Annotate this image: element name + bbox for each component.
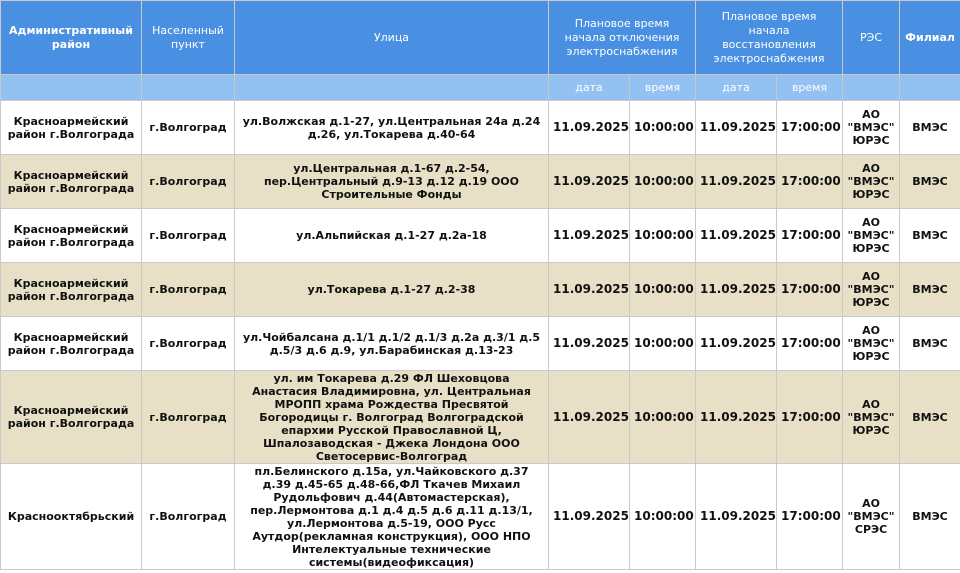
on-date-cell: 11.09.2025 <box>696 155 777 209</box>
off-time-cell: 10:00:00 <box>630 209 696 263</box>
res-cell: АО "ВМЭС" ЮРЭС <box>843 209 900 263</box>
branch-cell: ВМЭС <box>900 464 960 570</box>
off-date-cell: 11.09.2025 <box>549 263 630 317</box>
header-locality: Населенный пункт <box>142 1 235 75</box>
branch-cell: ВМЭС <box>900 101 960 155</box>
res-cell: АО "ВМЭС" ЮРЭС <box>843 155 900 209</box>
subheader-empty <box>142 75 235 101</box>
off-time-cell: 10:00:00 <box>630 155 696 209</box>
subheader-empty <box>843 75 900 101</box>
branch-cell: ВМЭС <box>900 155 960 209</box>
locality-cell: г.Волгоград <box>142 155 235 209</box>
street-cell: ул.Токарева д.1-27 д.2-38 <box>235 263 549 317</box>
street-cell: ул.Волжская д.1-27, ул.Центральная 24а д.24 д.26, ул.Токарева д.40-64 <box>235 101 549 155</box>
table-row <box>1 101 960 155</box>
subheader-off-date: дата <box>549 75 630 101</box>
off-date-cell: 11.09.2025 <box>549 464 630 570</box>
header-district: Административный район <box>1 1 142 75</box>
street-cell: пл.Белинского д.15а, ул.Чайковского д.37 д.39 д.45-65 д.48-66,ФЛ Ткачев Михаил Рудольфович д.44(Автомастерская), пер.Лермонтова д.1 д.4 д.5 д.6 д.11 д.13/1, ул.Лермонтова д.5-19, ООО Русс Аутдор(рекламная конструкция), ООО НПО Интелектуальные технические системы(видеофиксация) <box>235 464 549 570</box>
locality-cell: г.Волгоград <box>142 371 235 464</box>
off-time-cell: 10:00:00 <box>630 317 696 371</box>
header-off-time: Плановое время начала отключения электроснабжения <box>549 1 696 75</box>
subheader-empty <box>1 75 142 101</box>
street-cell: ул.Альпийская д.1-27 д.2а-18 <box>235 209 549 263</box>
off-time-cell: 10:00:00 <box>630 371 696 464</box>
district-cell: Красноармейский район г.Волгограда <box>1 209 142 263</box>
on-time-cell: 17:00:00 <box>777 464 843 570</box>
res-cell: АО "ВМЭС" ЮРЭС <box>843 317 900 371</box>
on-date-cell: 11.09.2025 <box>696 101 777 155</box>
on-time-cell: 17:00:00 <box>777 371 843 464</box>
district-cell: Красноармейский район г.Волгограда <box>1 101 142 155</box>
locality-cell: г.Волгоград <box>142 101 235 155</box>
res-cell: АО "ВМЭС" СРЭС <box>843 464 900 570</box>
district-cell: Краснооктябрьский <box>1 464 142 570</box>
locality-cell: г.Волгоград <box>142 317 235 371</box>
table-row <box>1 155 960 209</box>
district-cell: Красноармейский район г.Волгограда <box>1 263 142 317</box>
header-branch: Филиал <box>900 1 960 75</box>
branch-cell: ВМЭС <box>900 209 960 263</box>
table-row <box>1 209 960 263</box>
off-date-cell: 11.09.2025 <box>549 101 630 155</box>
res-cell: АО "ВМЭС" ЮРЭС <box>843 263 900 317</box>
off-date-cell: 11.09.2025 <box>549 155 630 209</box>
street-cell: ул.Центральная д.1-67 д.2-54, пер.Центральный д.9-13 д.12 д.19 ООО Строительные Фонды <box>235 155 549 209</box>
off-date-cell: 11.09.2025 <box>549 209 630 263</box>
off-date-cell: 11.09.2025 <box>549 317 630 371</box>
locality-cell: г.Волгоград <box>142 464 235 570</box>
header-street: Улица <box>235 1 549 75</box>
on-date-cell: 11.09.2025 <box>696 263 777 317</box>
table-row <box>1 263 960 317</box>
locality-cell: г.Волгоград <box>142 209 235 263</box>
table-row <box>1 464 960 570</box>
district-cell: Красноармейский район г.Волгограда <box>1 317 142 371</box>
off-date-cell: 11.09.2025 <box>549 371 630 464</box>
district-cell: Красноармейский район г.Волгограда <box>1 155 142 209</box>
on-date-cell: 11.09.2025 <box>696 371 777 464</box>
header-restore-time: Плановое время начала восстановления электроснабжения <box>696 1 843 75</box>
on-time-cell: 17:00:00 <box>777 263 843 317</box>
subheader-empty <box>235 75 549 101</box>
on-time-cell: 17:00:00 <box>777 209 843 263</box>
table-row <box>1 317 960 371</box>
branch-cell: ВМЭС <box>900 263 960 317</box>
subheader-on-date: дата <box>696 75 777 101</box>
on-date-cell: 11.09.2025 <box>696 317 777 371</box>
subheader-empty <box>900 75 960 101</box>
off-time-cell: 10:00:00 <box>630 464 696 570</box>
off-time-cell: 10:00:00 <box>630 101 696 155</box>
res-cell: АО "ВМЭС" ЮРЭС <box>843 101 900 155</box>
on-time-cell: 17:00:00 <box>777 317 843 371</box>
on-time-cell: 17:00:00 <box>777 101 843 155</box>
table-row <box>1 371 960 464</box>
subheader-on-time: время <box>777 75 843 101</box>
on-date-cell: 11.09.2025 <box>696 209 777 263</box>
header-res: РЭС <box>843 1 900 75</box>
street-cell: ул.Чойбалсана д.1/1 д.1/2 д.1/3 д.2а д.3/1 д.5 д.5/3 д.6 д.9, ул.Барабинская д.13-23 <box>235 317 549 371</box>
on-date-cell: 11.09.2025 <box>696 464 777 570</box>
table-body <box>1 101 960 570</box>
on-time-cell: 17:00:00 <box>777 155 843 209</box>
branch-cell: ВМЭС <box>900 317 960 371</box>
locality-cell: г.Волгоград <box>142 263 235 317</box>
res-cell: АО "ВМЭС" ЮРЭС <box>843 371 900 464</box>
subheader-off-time: время <box>630 75 696 101</box>
street-cell: ул. им Токарева д.29 ФЛ Шеховцова Анастасия Владимировна, ул. Центральная МРОПП храма Рождества Пресвятой Богородицы г. Волгоград Волгоградской епархии Русской Православной Ц, Шпалозаводская - Джека Лондона ООО Светосервис-Волгоград <box>235 371 549 464</box>
district-cell: Красноармейский район г.Волгограда <box>1 371 142 464</box>
branch-cell: ВМЭС <box>900 371 960 464</box>
off-time-cell: 10:00:00 <box>630 263 696 317</box>
